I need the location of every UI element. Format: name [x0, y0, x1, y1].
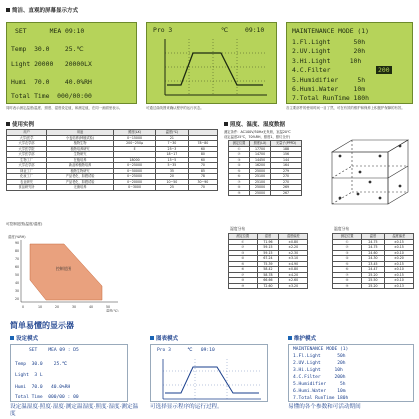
table-row: 生物工厂 在植培养 18000 15~5 60: [7, 157, 218, 163]
square-bullet-icon: [150, 336, 154, 340]
lcd1-line-2: Temp 30.0 25.℃: [11, 45, 84, 53]
section-graph-mode: 图表模式: [150, 334, 178, 342]
table-row: 大学农学部 植物生物 200~250μ 7~30 78~80: [7, 141, 218, 147]
lcd3-line-7: 6.Humi.Water 10m: [292, 85, 366, 93]
table-row: ⑨ 25000 267: [229, 190, 302, 196]
lcd1-caption: 同时表示测定温度/温度、照度、湿度设定值，和测定值，在同一画面里表示。: [6, 106, 123, 110]
uses-header: 使用实例: [6, 120, 34, 128]
lcd3-line-6: 5.Humidifier 5h: [292, 76, 366, 84]
table-row: ⑧ 25000 269: [229, 185, 302, 191]
section-set-mode: 设定模式: [10, 334, 38, 342]
lcd-maintenance-screen: [286, 22, 413, 104]
lcd3-line-2: 1.Fl.Light 50h: [292, 38, 366, 46]
uses-col-temp: 温度(℃): [156, 130, 189, 136]
bottom-title: 简单易懂的显示器: [10, 321, 74, 330]
table-row: ③ 59.15 ±2.30: [229, 250, 308, 256]
table-row: 大学农学部 新品种植物培养 0~25000 5~35 70: [7, 163, 218, 169]
table-row: ④ 16200 164: [229, 163, 302, 169]
top-header: 简洁、直观的屏幕显示方式: [6, 6, 78, 14]
table-row: ③ 14450 144: [229, 157, 302, 163]
xtick-label: 0: [21, 305, 25, 309]
lcd2-caption: 可通过曲线图来确认程序的运行状态。: [146, 106, 204, 110]
ytick-label: 60: [14, 265, 19, 269]
table-row: ⑤ 75.39 ±4.90: [229, 261, 308, 267]
table-row: ① 71.96 ±0.80: [229, 239, 308, 245]
temp-dist-title: 温度分布: [334, 226, 350, 231]
humidity-chart-title: 可控制范围(温度/湿度): [6, 222, 43, 226]
table-row: ① 24.75 ±0.15: [333, 239, 414, 245]
xtick-label: 20: [54, 305, 60, 309]
lcd3-line-8: 7.Total RunTime 180h: [292, 94, 369, 102]
table-row: ② 59.15 ±2.20: [229, 245, 308, 251]
bottom-lcd-maint: MAINTENANCE MODE (1) 1.Fl.Light 50h 2.UV.Light 20h 3.Hi.Light 10h 4.C.Filter 200h 5.Humidifier 5h 6.Humi.Water 10m 7.Total RunTime 180h: [288, 344, 414, 402]
lcd3-caption: 各主要部件的使用时间一目了然，可在有效的维护和保养上积极护保障的有效。: [286, 106, 405, 110]
table-row: ⑨ 25.20 ±0.13: [333, 283, 414, 289]
table-row: 农业研究 产品老化、如燃试验 0~20000 10~50 30~90: [7, 179, 218, 185]
illum-header: 照度、温度、湿度数据: [224, 120, 285, 128]
table-row: ⑥ 24.47 ±0.10: [333, 267, 414, 273]
lcd3-line-5: 4.C.Filter: [292, 66, 331, 74]
table-row: ⑦ 58.78 ±4.20: [229, 272, 308, 278]
table-row: ② 14700 156: [229, 152, 302, 158]
lcd1-line-5: Total Time 000/00:00: [11, 92, 92, 100]
square-bullet-icon: [224, 122, 228, 126]
table-row: ③ 24.60 ±0.10: [333, 250, 414, 256]
ytick-label: 50: [14, 273, 19, 277]
bottom-caption-maint: 易懂的各个参数和可活动期间: [288, 404, 361, 410]
table-row: ⑤ 23.45 ±0.15: [333, 261, 414, 267]
section-maint-mode: 维护模式: [288, 334, 316, 342]
table-row: ⑨ 72.60 ±3.20: [229, 283, 308, 289]
table-row: 林业工厂 植物生物研究 0~50000 35 85: [7, 168, 218, 174]
table-row: ⑥ 25100 270: [229, 174, 302, 180]
bottom-lcd-set: SET MEA 09 : D5 Temp 30.0 25.℃ Light 3 L Humi 70.0 40.0%RH Total Time 000/00 : 00: [10, 344, 128, 402]
lcd-graph-screen: [146, 22, 277, 104]
xtick-label: 50: [105, 305, 111, 309]
illum-desc: 测定条件：AC100V/50Hz无负荷，室温20℃ 设定温度25℃，70%RH，照度1，照灯全开): [224, 130, 291, 139]
lcd1-line-3: Light 20000 20000LX: [11, 60, 92, 68]
ytick-label: 30: [14, 289, 19, 293]
xtick-label: 30: [71, 305, 77, 309]
table-row: 化妆工厂 产品老化、如燃试验 0~25000 20 78: [7, 174, 218, 180]
bottom-graph: [159, 357, 263, 401]
square-bullet-icon: [10, 336, 14, 340]
ytick-label: 20: [14, 297, 19, 301]
ytick-label: 90: [14, 241, 19, 245]
table-row: ⑦ 25100 270: [229, 179, 302, 185]
ytick-label: 70: [14, 257, 19, 261]
chamber-diagram: [318, 134, 414, 214]
table-row: ① 17700 188: [229, 146, 302, 152]
table-row: ⑧ 66.66 ±2.60: [229, 278, 308, 284]
uses-col-user: 用户: [7, 130, 47, 136]
region-label: 控制范围: [56, 266, 72, 271]
table-row: ⑦ 25.20 ±0.15: [333, 272, 414, 278]
table-row: ② 24.75 ±0.15: [333, 245, 414, 251]
square-bullet-icon: [6, 8, 10, 12]
lcd1-line-4: Humi 70.0 40.0%RH: [11, 78, 92, 86]
bottom-lcd-graph: Pro 3 ℃ 09:10: [150, 344, 268, 402]
table-row: ④ 67.24 ±3.10: [229, 256, 308, 262]
table-row: ⑤ 25000 279: [229, 168, 302, 174]
lcd2-graph: [159, 37, 269, 99]
humidity-control-chart: [6, 230, 124, 312]
lcd3-line-4: 3.Hi.Light 10h: [292, 57, 362, 65]
ytick-label: 80: [14, 249, 19, 253]
control-region: [30, 244, 102, 300]
table-row: ⑥ 58.42 ±0.80: [229, 267, 308, 273]
square-bullet-icon: [288, 336, 292, 340]
table-row: 大学医学院 植物培养研究 E 25~3 60: [7, 146, 218, 152]
uses-table: [6, 129, 218, 191]
table-row: ⑧ 25.50 ±0.10: [333, 278, 414, 284]
humidity-chart-ylabel: 湿度(%RH): [8, 235, 26, 239]
humidity-chart-xlabel: 温度(℃): [106, 309, 119, 312]
table-row: ④ 24.30 ±0.20: [333, 256, 414, 262]
lcd2-title: Pro 3: [153, 26, 173, 34]
lcd3-line-3: 2.UV.Light 20h: [292, 47, 366, 55]
table-row: 食品研究所 无菌培养 0~3000 25 70: [7, 185, 218, 191]
bottom-caption-graph: 可选择显示程序的运行过程。: [150, 404, 223, 410]
lcd1-line-1: SET MEA 09:10: [15, 27, 85, 35]
humidity-dist-table: 测定位置 湿度 湿度偏差 ① 71.96 ±0.80 ② 59.15 ±2.20 ③ 59.15 ±2.30 ④ 67.24 ±3.10 ⑤ 75.39 ±4.90 ⑥ 58.42 ±0.80 ⑦ 58.78 ±4.20 ⑧ 66.66 ±2.60 ⑨ 72.60 ±3.20: [228, 233, 308, 289]
lcd3-line-1: MAINTENANCE MODE (1): [292, 27, 369, 35]
lcd2-time: 09:10: [245, 26, 265, 34]
temp-dist-table: 测定位置 温度 温度偏差 ① 24.75 ±0.15 ② 24.75 ±0.15 ③ 24.60 ±0.10 ④ 24.30 ±0.20 ⑤ 23.45 ±0.15 ⑥ 24.47 ±0.10 ⑦ 25.20 ±0.15 ⑧ 25.50 ±0.10 ⑨ 25.20 ±0.13: [332, 233, 414, 289]
lcd-set-screen: [6, 22, 137, 104]
lcd3-highlight: 200: [378, 66, 390, 74]
uses-col-lux: 照度(LX): [114, 130, 156, 136]
ytick-label: 40: [14, 281, 19, 285]
lcd2-unit: ℃: [221, 26, 229, 34]
humidity-dist-title: 湿度分布: [230, 226, 246, 231]
xtick-label: 10: [37, 305, 43, 309]
square-bullet-icon: [6, 122, 10, 126]
bottom-caption-set: 设定温湿度·照度·湿度·测定温湿度·照度·湿度·测定温度: [10, 404, 139, 417]
illum-table: 测定位置 照度(LX) 光量子(PPFD) ① 17700 188 ② 14700 156 ③ 14450 144 ④ 16200 164 ⑤ 25000 279 ⑥ 25100 270 ⑦ 25100 270 ⑧ 25000 269 ⑨ 25000 267: [228, 140, 302, 196]
xtick-label: 40: [88, 305, 94, 309]
uses-col-purpose: 用途: [47, 130, 114, 136]
table-row: 大学医学部 生物研究 18~17 80: [7, 152, 218, 158]
table-row: 大学/医学 小麦培养(种植试验) 0~15000 21: [7, 135, 218, 141]
